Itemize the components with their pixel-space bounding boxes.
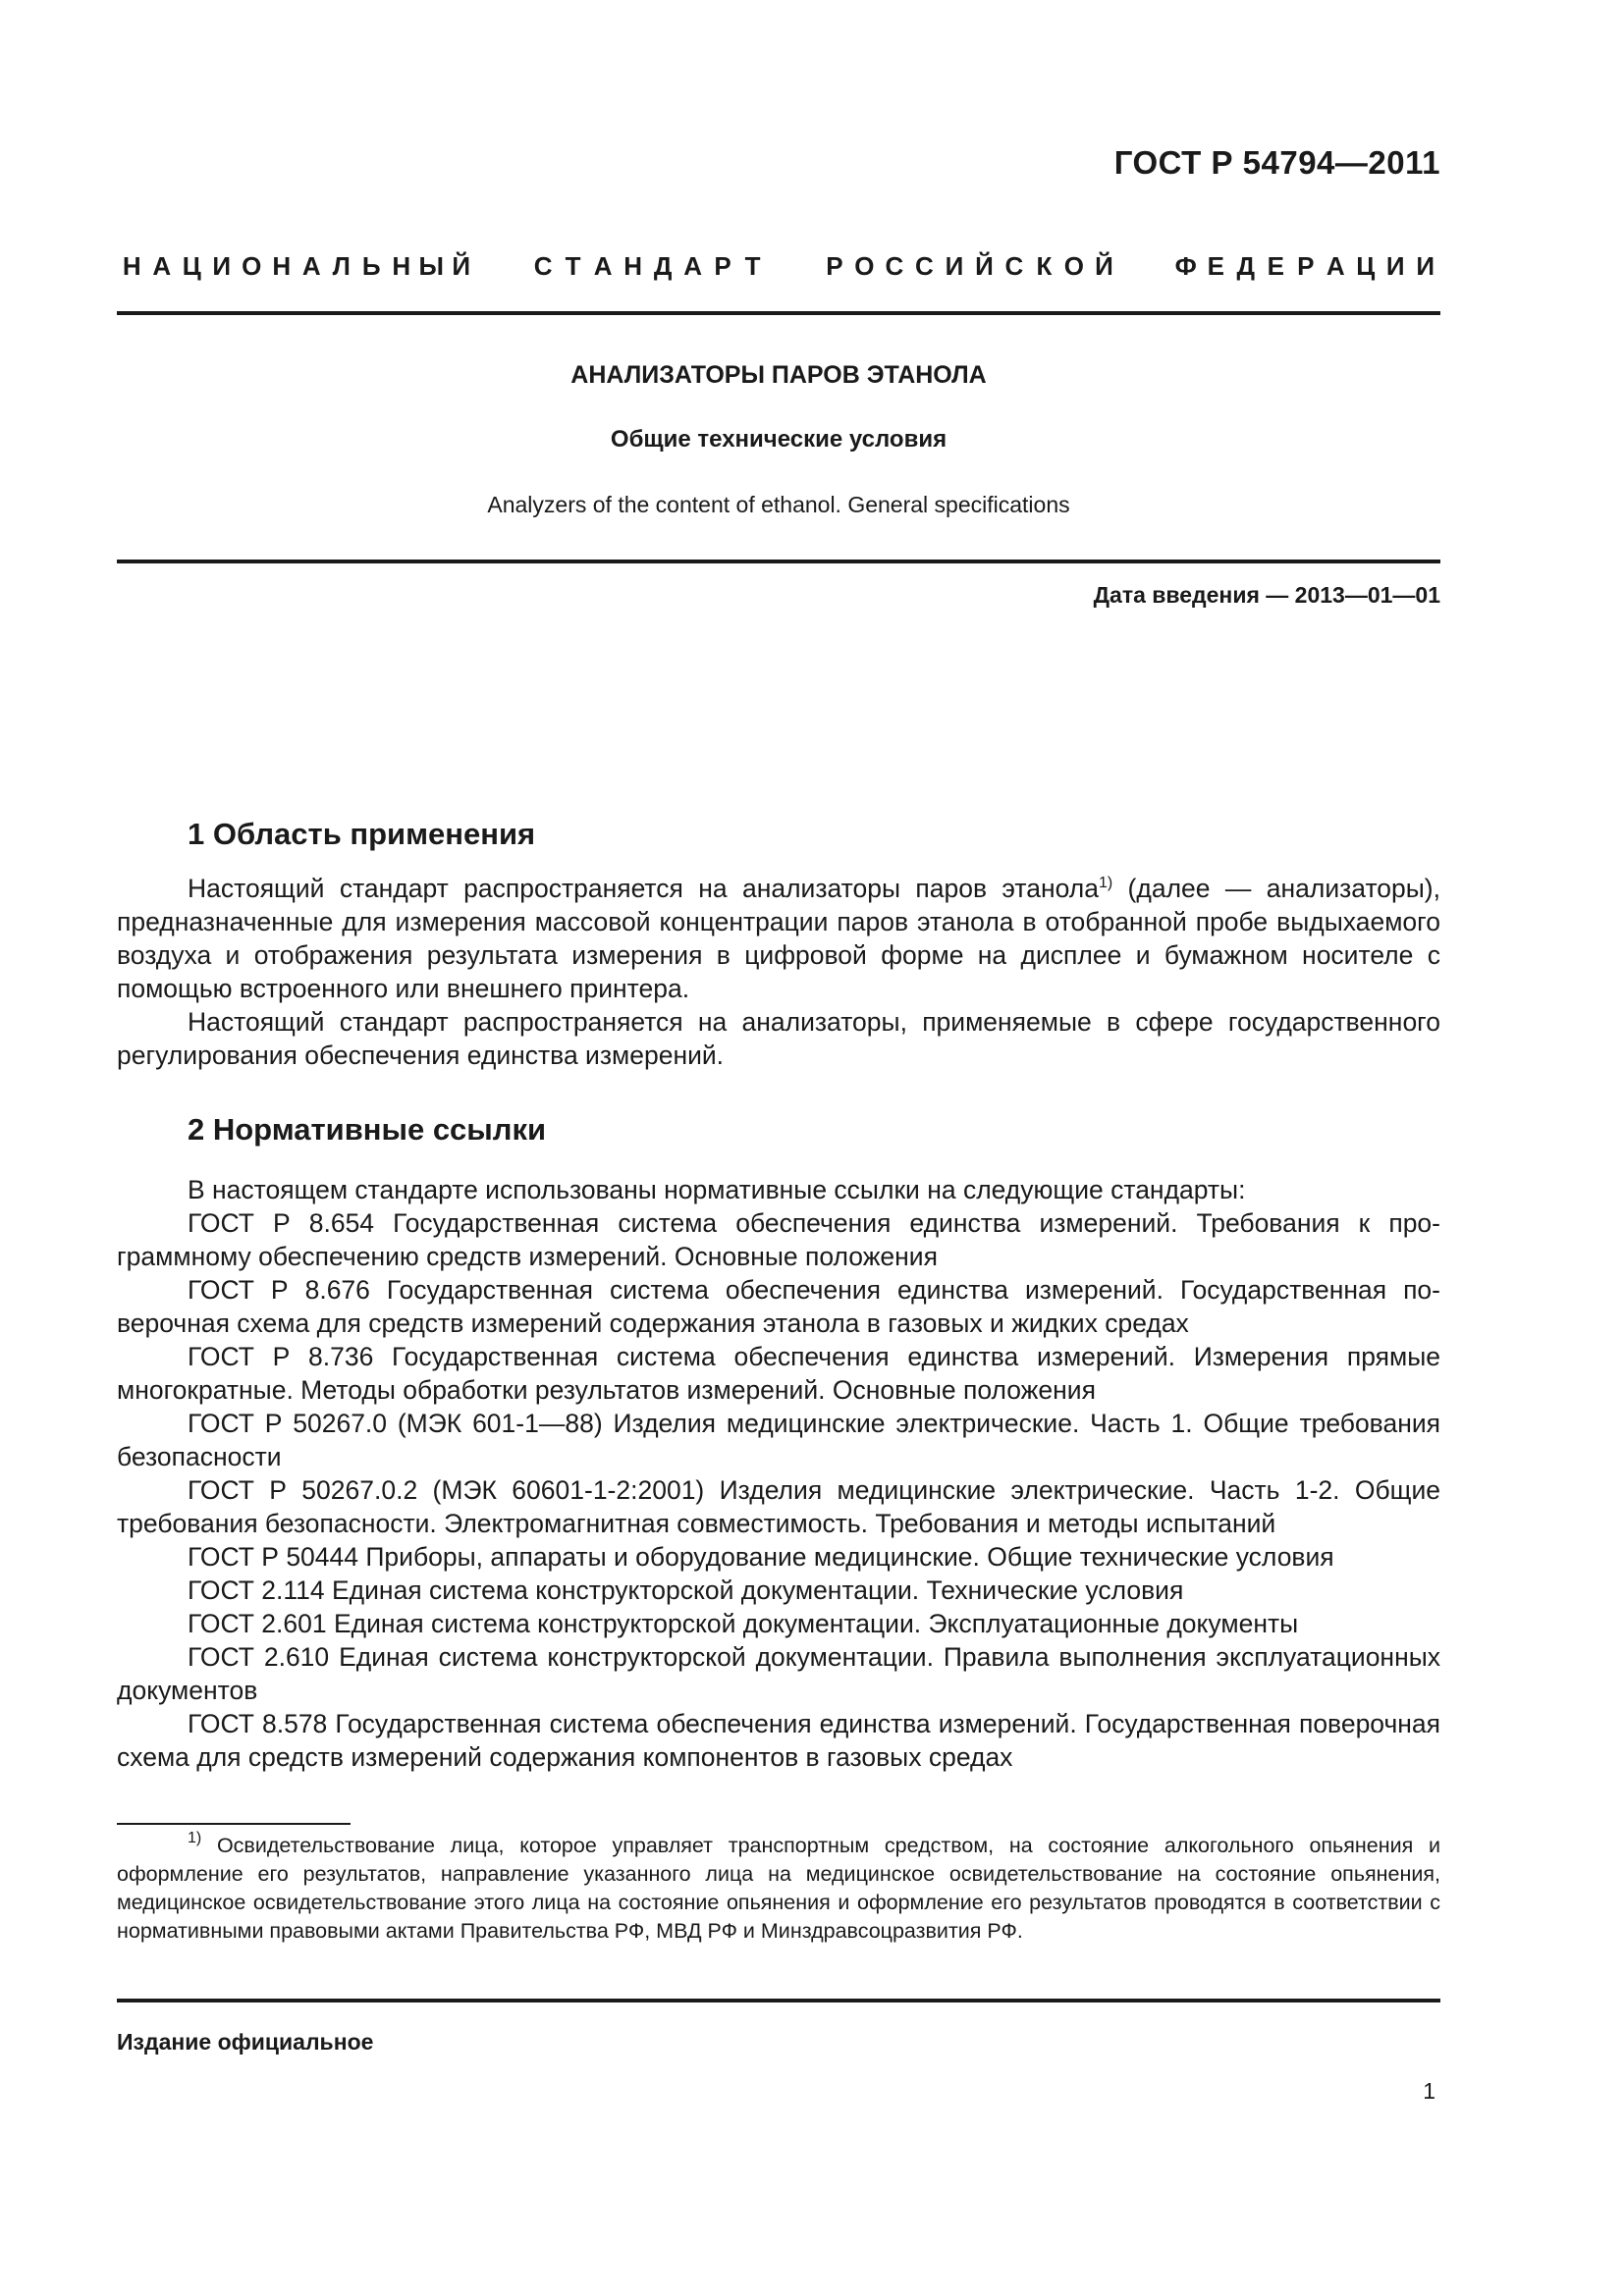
footnote-divider — [117, 1823, 351, 1825]
footer-divider — [117, 1999, 1440, 2002]
banner-letter: Е — [1207, 251, 1224, 281]
section-heading-references: 2 Нормативные ссылки — [188, 1112, 547, 1147]
banner-letter: Ф — [1174, 251, 1197, 281]
scope-paragraph-1: Настоящий стандарт распространяется на анализаторы паров этанола$^{1)}$ (далее — анализаторы), предназначенные для измерения массовой концентрации паров этанола в отобранной пробе выдыхаемого воздуха и отображения результата измерения в цифровой форме на дисплее и бумажном носителе с помощью встроенного или внешнего принтера. — [117, 874, 1440, 1003]
banner-letter: Д — [653, 251, 673, 281]
banner-letter: С — [915, 251, 934, 281]
banner-letter: Д — [1236, 251, 1255, 281]
banner-letter: Н — [392, 251, 411, 281]
reference-item: ГОСТ Р 8.736 Государственная система обеспечения единства измерений. Измерения прямые многократные. Методы обработки результатов измерений. Основные положения — [117, 1342, 1440, 1405]
banner-letter: К — [1036, 251, 1053, 281]
banner-letter: С — [1004, 251, 1024, 281]
document-title: АНАЛИЗАТОРЫ ПАРОВ ЭТАНОЛА — [570, 361, 987, 389]
banner-word — [820, 251, 1119, 282]
banner-letter: Л — [332, 251, 351, 281]
banner-letter: Н — [122, 251, 141, 281]
banner-word — [117, 251, 476, 282]
footnote — [117, 1832, 1440, 1946]
title-divider — [117, 560, 1440, 563]
banner-letter: Ц — [182, 251, 201, 281]
banner-letter: И — [1385, 251, 1405, 281]
reference-item: ГОСТ Р 50444 Приборы, аппараты и оборудование медицинские. Общие технические условия — [188, 1542, 1334, 1572]
banner-letter: С — [885, 251, 904, 281]
banner-letter: Й — [975, 251, 994, 281]
page-number: 1 — [1423, 2078, 1435, 2104]
footnote-number: 1) — [188, 1830, 202, 1846]
footnote-marker[interactable]: 1) — [1098, 875, 1113, 891]
banner-letter: Р — [1297, 251, 1315, 281]
banner-letter: О — [854, 251, 875, 281]
footnote-text: $^{1)}$ Освидетельствование лица, которое управляет транспортным средством, на состояние алкогольного опьянения и оформление его результатов, направление указанного лица на медицинское освидетельствование на состояние опьянения, медицинское освидетельствование этого лица на состояние опьянения и оформление его результатов проводятся в соответствии с нормативными правовыми актами Правительства РФ, МВД РФ и Минздравсоцразвития РФ. — [117, 1830, 1440, 1943]
banner-letter: Т — [565, 251, 581, 281]
reference-item: ГОСТ 2.601 Единая система конструкторской документации. Эксплуатационные документы — [188, 1609, 1299, 1638]
banner-letter: И — [1416, 251, 1435, 281]
national-standard-banner — [117, 251, 1440, 282]
section-heading-scope: 1 Область применения — [188, 817, 536, 851]
reference-item: ГОСТ Р 8.676 Государственная система обеспечения единства измерений. Государственная поверочная схема для средств измерений содержания этанола в газовых и жидких средах — [117, 1275, 1440, 1338]
banner-letter: И — [212, 251, 232, 281]
banner-letter: А — [683, 251, 702, 281]
banner-letter: Й — [1095, 251, 1113, 281]
section-references-body — [117, 1173, 1440, 1774]
official-edition-label: Издание официальное — [117, 2029, 374, 2055]
banner-letter: О — [242, 251, 262, 281]
reference-item: ГОСТ Р 8.654 Государственная система обеспечения единства измерений. Требования к программному обеспечению средств измерений. Основные положения — [117, 1208, 1440, 1271]
banner-letter: Ц — [1356, 251, 1376, 281]
banner-letter: Е — [1267, 251, 1284, 281]
reference-item: ГОСТ 2.114 Единая система конструкторской документации. Технические условия — [188, 1575, 1184, 1605]
banner-letter: Й — [452, 251, 471, 281]
banner-letter: С — [533, 251, 553, 281]
banner-letter: Р — [714, 251, 731, 281]
banner-word — [528, 251, 768, 282]
banner-letter: Т — [744, 251, 761, 281]
document-page — [117, 0, 1440, 2296]
top-divider — [117, 311, 1440, 315]
english-title: Analyzers of the content of ethanol. General specifications — [487, 492, 1070, 517]
banner-letter: Ь — [361, 251, 381, 281]
banner-letter: Р — [826, 251, 843, 281]
banner-letter: О — [1063, 251, 1085, 281]
banner-letter: А — [152, 251, 172, 281]
reference-item: ГОСТ Р 50267.0 (МЭК 601-1—88) Изделия медицинские электрические. Часть 1. Общие требования безопасности — [117, 1409, 1440, 1471]
document-subtitle: Общие технические условия — [610, 426, 947, 453]
introduction-date: Дата введения — 2013—01—01 — [1093, 582, 1440, 608]
banner-letter: А — [593, 251, 613, 281]
banner-letter: Н — [272, 251, 292, 281]
banner-letter: И — [945, 251, 964, 281]
document-number: ГОСТ Р 54794—2011 — [1113, 144, 1440, 181]
banner-letter: Ы — [418, 251, 444, 281]
scope-paragraph-2: Настоящий стандарт распространяется на анализаторы, применяемые в сфере государственного регулирования обеспечения единства измерений. — [117, 1007, 1440, 1070]
banner-letter: А — [1326, 251, 1345, 281]
references-intro: В настоящем стандарте использованы нормативные ссылки на следующие стандарты: — [188, 1175, 1246, 1204]
banner-letter: Н — [623, 251, 642, 281]
reference-item: ГОСТ 8.578 Государственная система обеспечения единства измерений. Государственная поверочная схема для средств измерений содержания компонентов в газовых средах — [117, 1709, 1440, 1772]
reference-item: ГОСТ Р 50267.0.2 (МЭК 60601-1-2:2001) Изделия медицинские электрические. Часть 1-2. Общие требования безопасности. Электромагнитная совместимость. Требования и методы испытаний — [117, 1475, 1440, 1538]
banner-word — [1170, 251, 1440, 282]
section-scope-body — [117, 872, 1440, 1072]
banner-letter: А — [301, 251, 321, 281]
reference-item: ГОСТ 2.610 Единая система конструкторской документации. Правила выполнения эксплуатационных документов — [117, 1642, 1440, 1705]
